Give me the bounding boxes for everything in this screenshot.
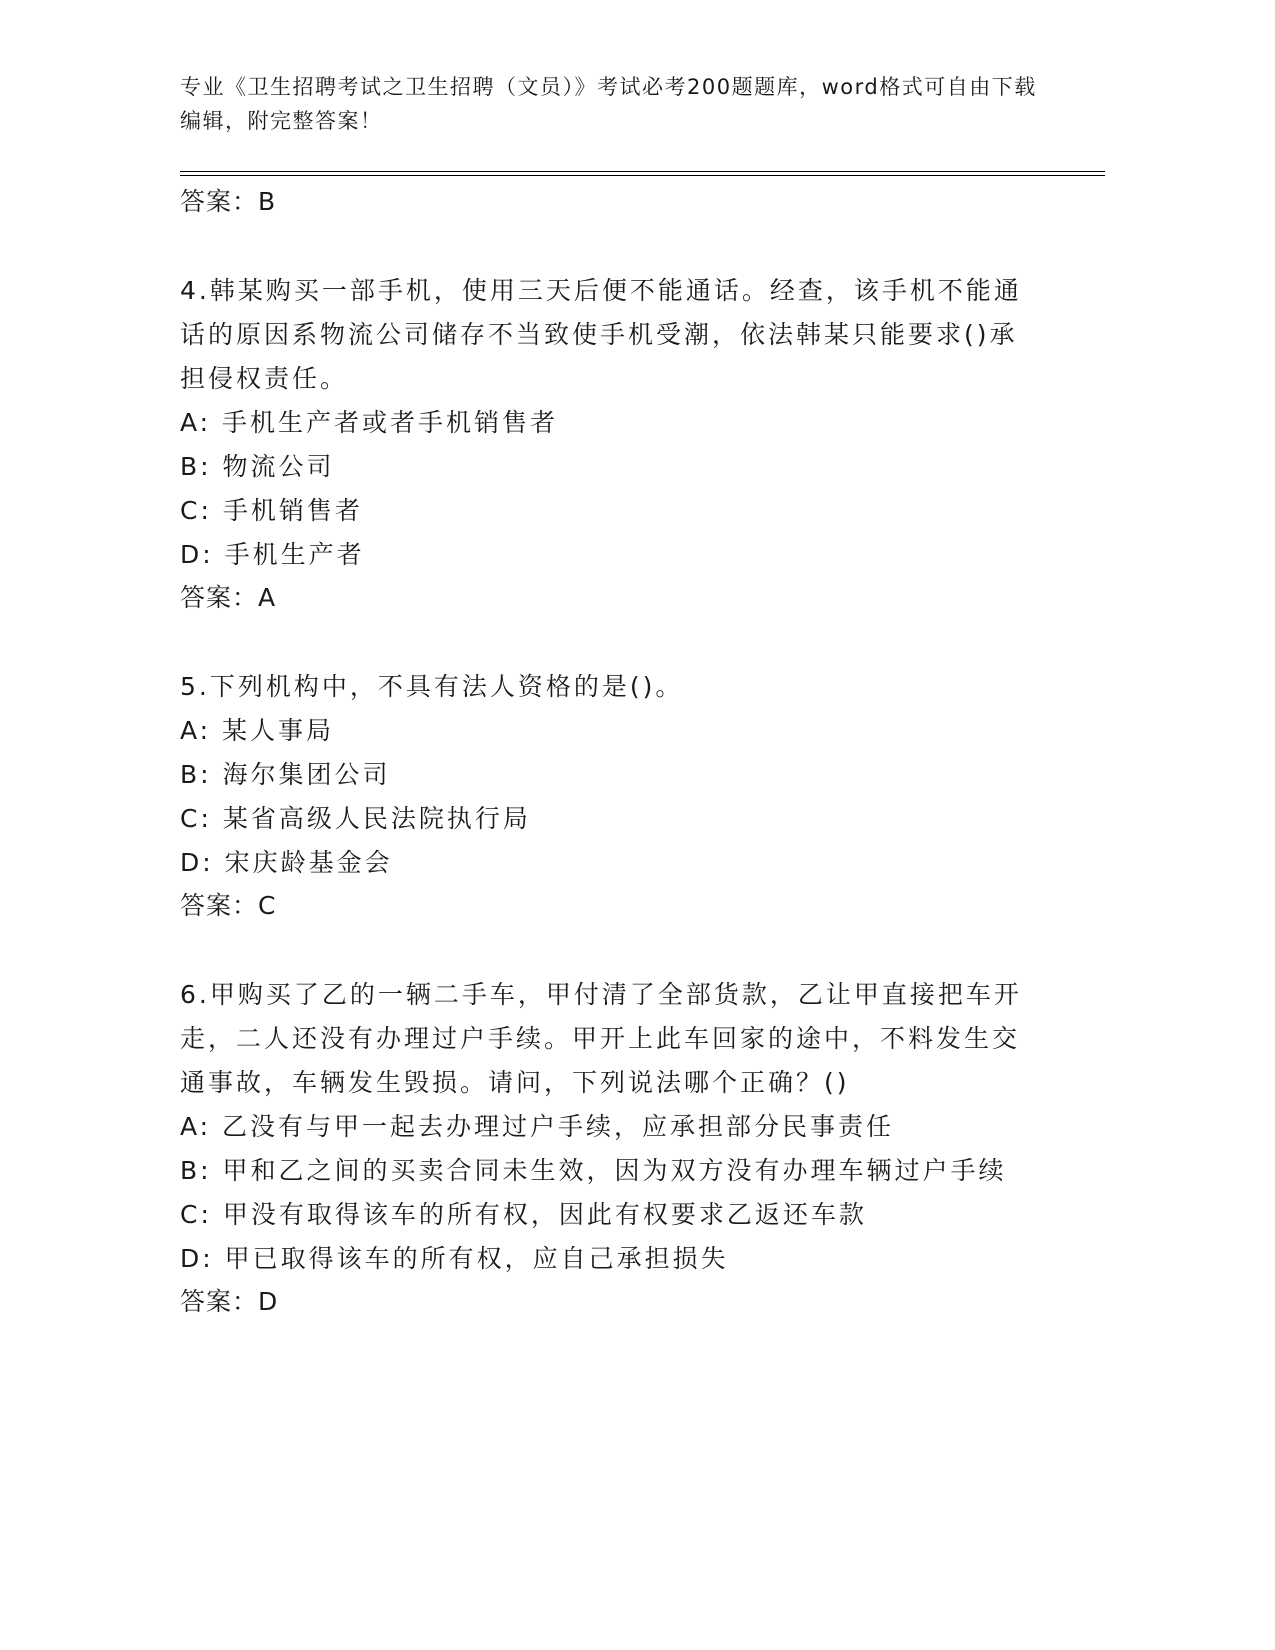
- option-a: A: 乙没有与甲一起去办理过户手续，应承担部分民事责任: [180, 1112, 895, 1141]
- question-stem: 6.甲购买了乙的一辆二手车，甲付清了全部货款，乙让甲直接把车开走，二人还没有办理过户手续。甲开上此车回家的途中，不料发生交通事故，车辆发生毁损。请问，下列说法哪个正确？(): [180, 980, 1022, 1097]
- question-4: [180, 269, 1040, 619]
- option-c: C: 某省高级人民法院执行局: [180, 804, 531, 833]
- option-d: D: 甲已取得该车的所有权，应自己承担损失: [180, 1244, 729, 1273]
- question-answer: 答案：D: [180, 1287, 279, 1316]
- question-list: [180, 181, 1040, 1323]
- option-b: B: 甲和乙之间的买卖合同未生效，因为双方没有办理车辆过户手续: [180, 1156, 1007, 1185]
- question-stem: 4.韩某购买一部手机，使用三天后便不能通话。经查，该手机不能通话的原因系物流公司储存不当致使手机受潮，依法韩某只能要求()承担侵权责任。: [180, 276, 1022, 393]
- option-b: B: 海尔集团公司: [180, 760, 391, 789]
- question-answer: 答案：C: [180, 891, 277, 920]
- question-stem: 5.下列机构中，不具有法人资格的是()。: [180, 672, 684, 701]
- question-6: [180, 973, 1040, 1323]
- header-divider-top: [180, 171, 1105, 172]
- option-b: B: 物流公司: [180, 452, 335, 481]
- option-a: A: 某人事局: [180, 716, 335, 745]
- question-answer: 答案：A: [180, 583, 277, 612]
- document-header: 专业《卫生招聘考试之卫生招聘（文员）》考试必考200题题库，word格式可自由下载编辑，附完整答案！: [180, 75, 1037, 133]
- question-5: [180, 665, 1040, 927]
- option-c: C: 甲没有取得该车的所有权，因此有权要求乙返还车款: [180, 1200, 867, 1229]
- header-divider-bottom: [180, 175, 1105, 176]
- option-d: D: 宋庆龄基金会: [180, 848, 393, 877]
- option-c: C: 手机销售者: [180, 496, 363, 525]
- option-d: D: 手机生产者: [180, 540, 365, 569]
- option-a: A: 手机生产者或者手机销售者: [180, 408, 559, 437]
- previous-answer: 答案：B: [180, 187, 277, 216]
